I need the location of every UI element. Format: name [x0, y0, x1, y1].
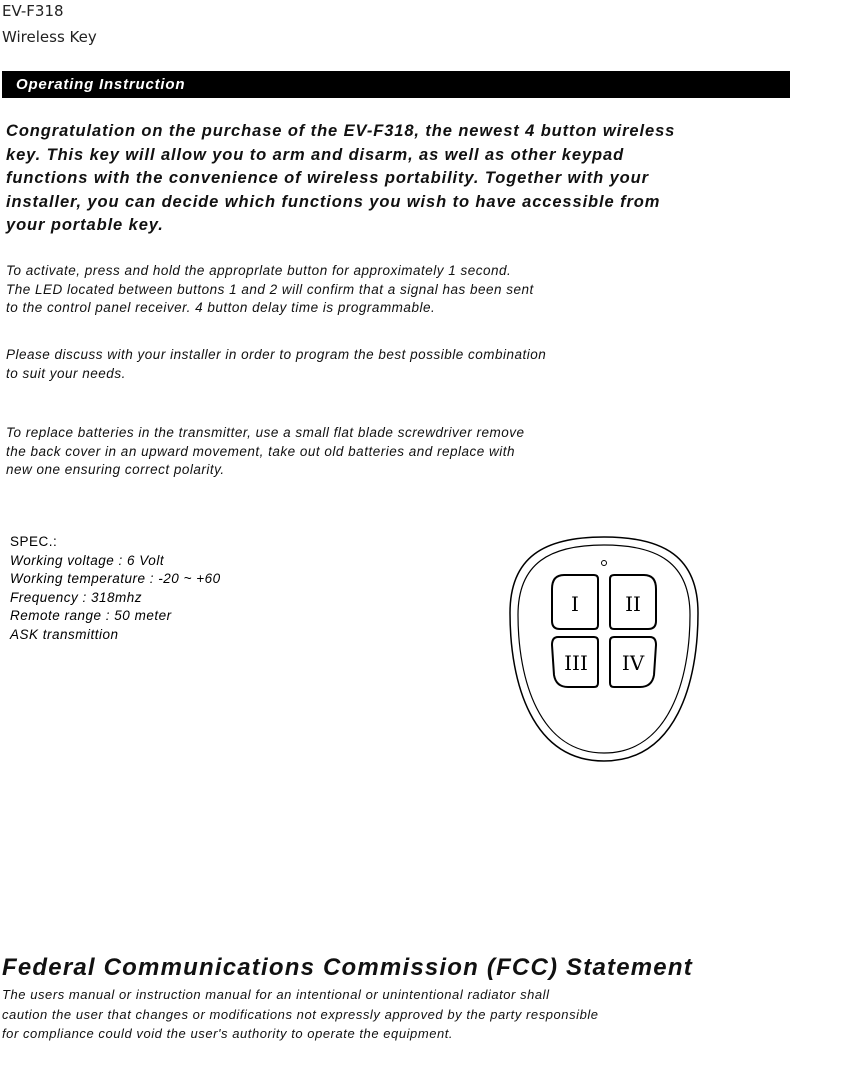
spec-item: Frequency : 318mhz: [10, 589, 143, 605]
intro-paragraph: [6, 120, 675, 238]
installer-paragraph: [6, 346, 546, 383]
spec-item: Remote range : 50 meter: [10, 608, 172, 623]
section-header-bar: [2, 71, 790, 98]
installer-line: Please discuss with your installer in order to program the best possible combination: [6, 347, 547, 362]
battery-line: new one ensuring correct polarity.: [6, 462, 225, 477]
intro-line: your portable key.: [6, 216, 164, 234]
remote-key-illustration: [506, 533, 702, 765]
activation-line: To activate, press and hold the approprlate button for approximately 1 second.: [6, 263, 512, 278]
remote-button-2-label: II: [625, 592, 641, 616]
remote-button-3-label: III: [564, 651, 588, 675]
activation-line: The LED located between buttons 1 and 2 will confirm that a signal has been sent: [6, 281, 534, 297]
fcc-heading: Federal Communications Commission (FCC) Statement: [2, 954, 693, 981]
fcc-line: The users manual or instruction manual for an intentional or unintentional radiator shall: [2, 987, 550, 1002]
activation-line: to the control panel receiver. 4 button delay time is programmable.: [6, 300, 436, 315]
fcc-line: for compliance could void the user's authority to operate the equipment.: [2, 1026, 454, 1041]
spec-title: SPEC.:: [10, 534, 58, 549]
product-name: Wireless Key: [2, 28, 97, 46]
intro-line: key. This key will allow you to arm and disarm, as well as other keypad: [6, 145, 625, 164]
remote-button-4-label: IV: [621, 651, 645, 675]
spec-item: Working temperature : -20 ~ +60: [10, 571, 221, 586]
remote-outer-shell: [510, 537, 698, 761]
installer-line: to suit your needs.: [6, 365, 126, 381]
intro-line: functions with the convenience of wireless portability. Together with your: [6, 169, 649, 187]
activation-paragraph: [6, 262, 534, 318]
intro-line: installer, you can decide which functions you wish to have accessible from: [6, 192, 661, 211]
remote-button-1-label: I: [571, 592, 579, 616]
spec-item: Working voltage : 6 Volt: [10, 552, 165, 568]
battery-paragraph: [6, 424, 524, 480]
section-title: Operating Instruction: [16, 76, 186, 93]
spec-list: [10, 533, 221, 644]
remote-inner-shell: [518, 545, 690, 753]
fcc-line: caution the user that changes or modifications not expressly approved by the party responsible: [2, 1006, 599, 1022]
intro-line: Congratulation on the purchase of the EV-F318, the newest 4 button wireless: [6, 122, 676, 140]
spec-item: ASK transmittion: [10, 626, 119, 642]
led-indicator-icon: [602, 561, 607, 566]
fcc-paragraph: [2, 985, 599, 1044]
model-number: EV-F318: [2, 2, 64, 20]
battery-line: the back cover in an upward movement, take out old batteries and replace with: [6, 443, 516, 459]
battery-line: To replace batteries in the transmitter, use a small flat blade screwdriver remove: [6, 425, 525, 440]
